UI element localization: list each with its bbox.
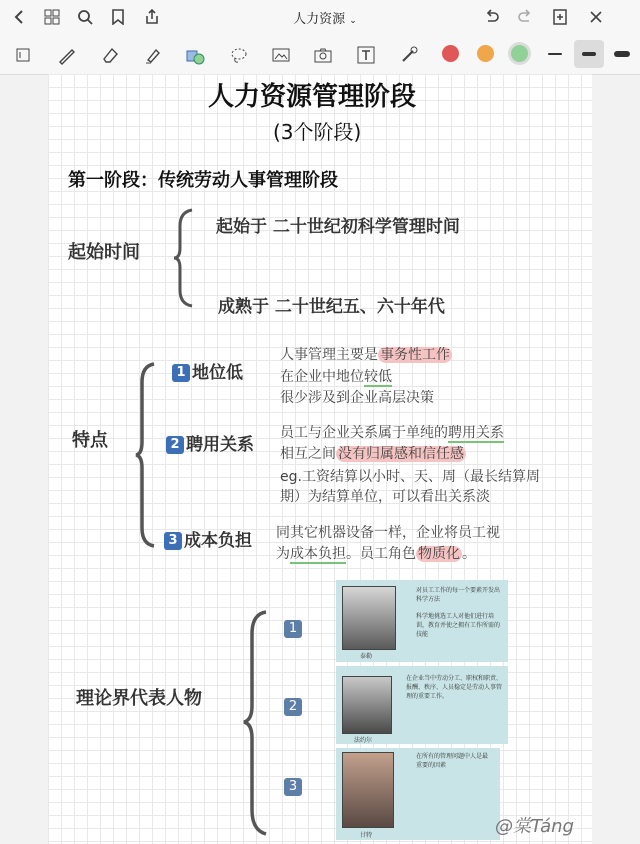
read-mode-icon[interactable] [10, 42, 36, 68]
feature-2-line-1-text: 员工与企业关系属于单纯的 [280, 425, 448, 441]
start-line-1: 起始于 二十世纪初科学管理时间 [216, 217, 460, 237]
theorist-2-name: 法约尔 [354, 737, 373, 744]
feature-3-line-1: 同其它机器设备一样，企业将员工视 [276, 525, 500, 541]
feature-2-line-3: eg.工资结算以小时、天、周（最长结算周 [280, 469, 540, 485]
brace-icon [172, 208, 196, 308]
theorist-1-card[interactable] [336, 580, 508, 662]
theorists-label: 理论界代表人物 [76, 688, 202, 709]
thick-stroke[interactable] [614, 51, 630, 57]
theorist-2-card[interactable] [336, 666, 508, 744]
feature-1-line-2-underline: 较低 [364, 369, 392, 385]
pen-icon[interactable] [54, 42, 80, 68]
theorist-2-text: 在企业当中劳动分工、职权和职责、报酬、秩序、人员稳定是劳动人事管理的重要工作。 [406, 675, 503, 700]
feature-3-line-2-mid: 。员工角色 [346, 546, 416, 562]
feature-3-line-2-pre: 为 [276, 546, 290, 562]
feature-2-title-text: 聘用关系 [186, 435, 254, 455]
theorist-2-number: 2 [284, 698, 302, 716]
share-icon[interactable] [140, 5, 164, 29]
theorist-1-number: 1 [284, 620, 302, 638]
thin-stroke[interactable] [548, 53, 562, 55]
feature-1-line-2 [280, 366, 392, 386]
theorist-3-name: 甘特 [360, 832, 373, 839]
document-title-text: 人力资源 [293, 12, 346, 27]
theorist-1-text-2: 科学地挑选工人对他们进行培训，教育并使之拥有工作所需的技能 [416, 613, 501, 638]
feature-3-title-text: 成本负担 [184, 531, 252, 551]
feature-1-line-1-highlight: 事务性工作 [380, 347, 450, 363]
laser-icon[interactable] [396, 42, 422, 68]
highlighter-icon[interactable] [140, 42, 166, 68]
features-label: 特点 [72, 430, 108, 451]
feature-3-title [164, 526, 252, 551]
brace-icon [134, 362, 158, 548]
undo-icon[interactable] [480, 5, 504, 29]
feature-2-line-2 [280, 443, 466, 463]
back-icon[interactable] [8, 5, 32, 29]
feature-3-line-2-underline: 成本负担 [290, 546, 346, 562]
feature-3-line-2-end: 。 [462, 546, 476, 562]
redo-icon[interactable] [513, 5, 537, 29]
feature-2-number: 2 [166, 436, 184, 454]
page-title: 人力资源管理阶段 [208, 82, 417, 112]
search-icon[interactable] [73, 5, 97, 29]
feature-2-line-2-highlight: 没有归属感和信任感 [338, 446, 464, 462]
theorist-3-number: 3 [284, 778, 302, 796]
feature-1-title [172, 358, 243, 383]
feature-1-line-1-text: 人事管理主要是 [280, 347, 378, 363]
drawing-toolbar [0, 34, 640, 75]
theorist-1-name: 泰勒 [360, 653, 373, 660]
feature-1-title-text: 地位低 [192, 363, 243, 383]
bookmark-icon[interactable] [106, 5, 130, 29]
document-title[interactable] [270, 8, 380, 27]
color-green[interactable] [511, 45, 528, 62]
start-time-label: 起始时间 [68, 242, 140, 263]
brace-icon [242, 610, 270, 836]
theorist-2-portrait [342, 676, 392, 734]
color-orange[interactable] [477, 45, 494, 62]
shapes-icon[interactable] [182, 42, 208, 68]
chevron-down-icon: ⌄ [349, 16, 357, 26]
medium-stroke[interactable] [582, 52, 596, 56]
feature-1-line-3: 很少涉及到企业高层决策 [280, 390, 434, 406]
feature-2-line-1-underline: 聘用关系 [448, 425, 504, 441]
feature-2-line-2-text: 相互之间 [280, 446, 336, 462]
feature-1-line-2-text: 在企业中地位 [280, 369, 364, 385]
camera-icon[interactable] [310, 42, 336, 68]
feature-3-line-2-highlight: 物质化 [418, 546, 460, 562]
close-icon[interactable] [584, 5, 608, 29]
note-page[interactable] [48, 74, 592, 844]
start-line-2: 成熟于 二十世纪五、六十年代 [218, 297, 445, 317]
feature-2-line-1 [280, 422, 504, 442]
page-subtitle: (3个阶段) [273, 120, 362, 144]
add-page-icon[interactable] [548, 5, 572, 29]
text-icon[interactable] [353, 42, 379, 68]
eraser-icon[interactable] [97, 42, 123, 68]
theorist-3-portrait [342, 752, 394, 828]
feature-2-title [166, 430, 254, 455]
theorist-3-text: 在所有的管理问题中人是最重要的因素 [416, 753, 489, 769]
theorist-3-card[interactable] [336, 748, 500, 840]
feature-1-number: 1 [172, 364, 190, 382]
lasso-icon[interactable] [226, 42, 252, 68]
color-red[interactable] [442, 45, 459, 62]
image-icon[interactable] [268, 42, 294, 68]
feature-3-number: 3 [164, 532, 182, 550]
top-bar [0, 0, 640, 34]
grid-icon[interactable] [40, 5, 64, 29]
theorist-1-portrait [342, 586, 396, 650]
stage-heading: 第一阶段：传统劳动人事管理阶段 [68, 170, 338, 191]
feature-1-line-1 [280, 344, 452, 364]
feature-2-line-4: 期）为结算单位，可以看出关系淡 [280, 489, 490, 505]
watermark: @棠Táng [495, 816, 574, 837]
theorist-1-text-1: 对员工工作的每一个要素开发出科学方法 [416, 587, 501, 603]
feature-3-line-2 [276, 543, 476, 563]
